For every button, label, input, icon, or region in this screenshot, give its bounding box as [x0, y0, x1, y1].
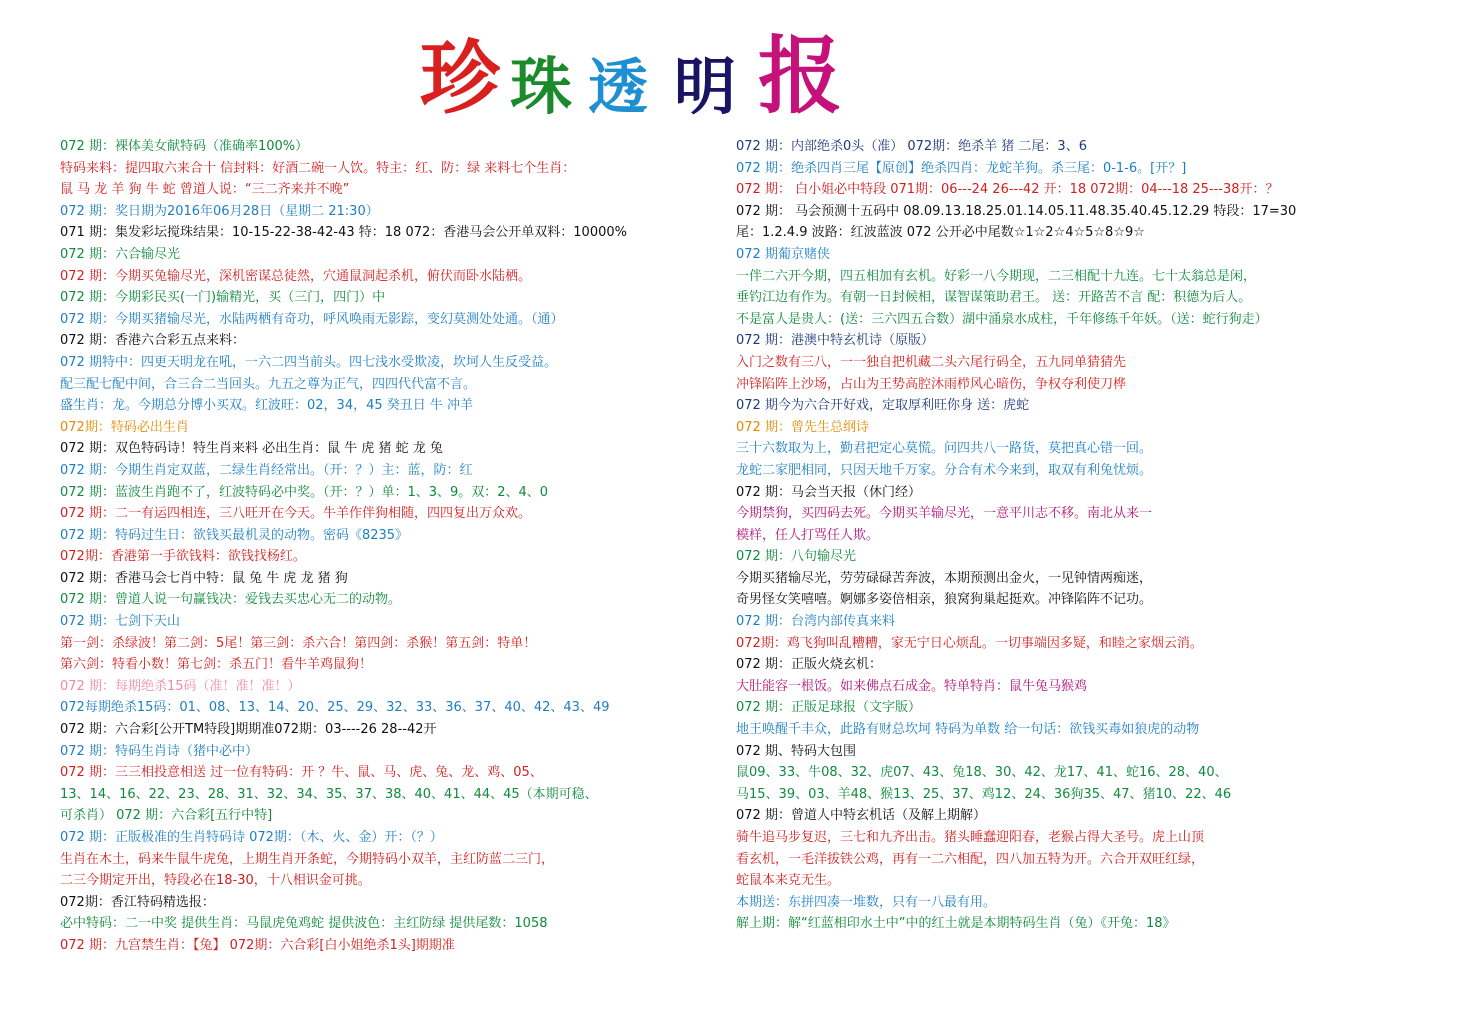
right-line: 072 期：台湾内部传真来料: [736, 614, 895, 630]
right-line: 今期买猪输尽光，劳劳碌碌苦奔波，本期预测出金火，一见钟情两痴迷，: [736, 570, 1153, 586]
left-line: 072 期特中：四更天明龙在吼，一六二四当前头。四七浅水受欺凌，坎坷人生反受益。: [60, 354, 557, 370]
right-line: 本期送：东拼四凑一堆数，只有一八最有用。: [736, 894, 997, 910]
right-line: 072 期：港澳中特玄机诗（原版）: [736, 333, 934, 349]
right-line: 龙蛇二家肥相同，只因天地千万家。分合有术今来到，取双有利兔忧烦。: [736, 462, 1153, 478]
left-line: 鼠 马 龙 羊 狗 牛 蛇 曾道人说：“三二齐来并不晚”: [60, 182, 350, 198]
right-line: 地王唤醒千丰众，此路有财总坎坷 特码为单数 给一句话：欲钱买毒如狼虎的动物: [736, 722, 1200, 738]
right-line: 看玄机，一毛洋拔铁公鸡，再有一二六相配，四八加五特为开。六合开双旺红绿，: [736, 851, 1205, 867]
right-line: 072期：鸡飞狗叫乱糟糟，家无宁日心烦乱。一切事端因多疑，和睦之家烟云消。: [736, 635, 1203, 651]
right-line: 垂钓江边有作为。有朝一日封候相，谋智谋策助君王。 送：开路苦不言 配：积德为后人。: [736, 290, 1252, 306]
left-line: 二三今期定开出，特段必在18-30，十八相识金可挑。: [60, 873, 371, 889]
right-line: 072 期：正版火烧玄机：: [736, 657, 882, 673]
left-line: 072 期：今期买猪输尽光，水陆两栖有奇功，呼风唤雨无影踪，变幻莫测处处通。（通）: [60, 311, 564, 327]
left-line: 072 期：今期生肖定双蓝，二绿生肖经常出。（开：？）主：蓝，防：红: [60, 462, 473, 478]
left-line: 072期：香江特码精选报：: [60, 894, 215, 910]
right-line: 072 期：马会当天报（休门经）: [736, 484, 921, 500]
left-line: 072每期绝杀15码：01、08、13、14、20、25、29、32、33、36、37、40、42、43、49: [60, 700, 610, 716]
left-line: 072 期：二一有运四相连，三八旺开在今天。牛羊作伴狗相随，四四复出万众欢。: [60, 506, 531, 522]
left-line: 配三配七配中间，合三合二当回头。九五之尊为正气，四四代代富不言。: [60, 376, 477, 392]
right-line: 072 期： 马会预测十五码中 08.09.13.18.25.01.14.05.11.48.35.40.45.12.29 特段：17=30: [736, 203, 1297, 219]
right-line: 072 期：绝杀四肖三尾【原创】绝杀四肖：龙蛇羊狗。杀三尾：0-1-6。[开？]: [736, 160, 1187, 176]
left-line: 071 期：集发彩坛搅珠结果：10-15-22-38-42-43 特：18 072：香港马会公开单双料：10000%: [60, 225, 627, 241]
left-line: 072 期：九宫禁生肖：【兔】 072期：六合彩[白小姐绝杀1头]期期准: [60, 937, 455, 953]
left-line: 072 期：特码过生日：欲钱买最机灵的动物。密码《8235》: [60, 527, 409, 543]
left-line: 072 期：特码生肖诗（猪中必中）: [60, 743, 258, 759]
left-line: 072 期：奖日期为2016年06月28日（星期二 21:30）: [60, 203, 379, 219]
left-line: 072期：特码必出生肖: [60, 419, 189, 435]
left-line: 072 期：双色特码诗！特生肖来料 必出生肖：鼠 牛 虎 猪 蛇 龙 兔: [60, 441, 443, 457]
right-line: 大肚能容一根饭。如来佛点石成金。特单特肖：鼠牛兔马猴鸡: [736, 678, 1088, 694]
title-char-3: 透: [588, 53, 649, 123]
left-line: 072 期：香港马会七肖中特：鼠 兔 牛 虎 龙 猪 狗: [60, 570, 348, 586]
left-line: 第六剑：特看小数！第七剑：杀五门！看牛羊鸡鼠狗！: [60, 657, 373, 673]
right-line: 模样，任人打骂任人欺。: [736, 527, 880, 543]
left-line: 必中特码：二一中奖 提供生肖：马鼠虎兔鸡蛇 提供波色：主红防绿 提供尾数：1058: [60, 916, 548, 932]
left-line: 特码来料：提四取六来合十 信封料：好酒二碗一人饮。特主：红、防：绿 来料七个生肖：: [60, 160, 576, 176]
right-line: 三十六数取为上，勤君把定心莫慌。问四共八一路货，莫把真心错一回。: [736, 441, 1153, 457]
right-line: 不是富人是贵人：(送：三六四五合数）湖中涌泉水成柱，千年修练千年妖。（送：蛇行狗走）: [736, 311, 1268, 327]
right-line: 解上期：解“红蓝相印水土中”中的红土就是本期特码生肖（兔）《开兔：18》: [736, 916, 1176, 932]
left-line: 072 期：今期彩民买(一门)输精光，买（三门，四门）中: [60, 290, 386, 306]
left-line: 生肖在木土，码来牛鼠牛虎兔，上期生肖开条蛇，今期特码小双羊，主红防蓝二三门，: [60, 851, 555, 867]
left-line: 072 期：六合彩[公开TM特段]期期准072期：03----26 28--42开: [60, 722, 437, 738]
right-line: 一伴二六开今期，四五相加有玄机。好彩一八今期现，二三相配十九连。七十太翁总是闲，: [736, 268, 1257, 284]
right-line: 072 期：曾先生总纲诗: [736, 419, 869, 435]
left-line: 072 期：裸体美女献特码（准确率100%）: [60, 139, 309, 154]
title-char-5: 报: [758, 26, 843, 125]
left-line: 072 期：香港六合彩五点来料：: [60, 333, 245, 349]
right-line: 冲锋陷阵上沙场，占山为王势高腔沐雨栉风心暗伤，争权夺利使刀桦: [736, 376, 1127, 392]
left-line: 盛生肖：龙。今期总分博小买双。红波旺：02，34，45 癸丑日 牛 冲羊: [60, 398, 474, 414]
left-line: 13、14、16、22、23、28、31、32、34、35、37、38、40、41、44、45（本期可稳、: [60, 786, 598, 802]
left-line: 072 期：三三相投意相送 过一位有特码：开 ？牛、鼠、马、虎、兔、龙、鸡、05、: [60, 765, 543, 781]
right-line: 072 期今为六合开好戏，定取厚利旺你身 送：虎蛇: [736, 398, 1030, 414]
left-column: [60, 136, 725, 957]
title-char-1: 珍: [420, 31, 500, 125]
left-line: 072 期：六合输尽光: [60, 246, 180, 262]
left-line: 可杀肖） 072 期：六合彩[五行中特]: [60, 808, 273, 824]
right-line: 072 期：八句输尽光: [736, 549, 856, 565]
title-char-4: 明: [674, 50, 737, 123]
right-line: 尾：1.2.4.9 波路：红波蓝波 072 公开必中尾数☆1☆2☆4☆5☆8☆9☆: [736, 225, 1145, 241]
right-line: 鼠09、33、牛08、32、虎07、43、兔18、30、42、龙17、41、蛇16、28、40、: [736, 765, 1228, 781]
right-column: [736, 136, 1416, 935]
left-line: 072 期：七剑下天山: [60, 614, 180, 630]
right-line: 072 期：内部绝杀0头（准） 072期：绝杀羊 猪 二尾：3、6: [736, 139, 1087, 154]
right-line: 072 期： 白小姐必中特段 071期：06---24 26---42 开：18 072期：04---18 25---38开：？: [736, 182, 1279, 198]
left-line: 072 期：正版极准的生肖特码诗 072期：（木、火、金）开：（？）: [60, 830, 443, 845]
right-line: 072 期、特码大包围: [736, 743, 856, 759]
title-char-2: 珠: [510, 50, 573, 123]
right-line: 入门之数有三八，一一独自把机藏二头六尾行码全，五九同单猜猜先: [736, 354, 1127, 370]
masthead-title: [420, 26, 920, 125]
right-line: 今期禁狗，买四码去死。今期买羊输尽光，一意平川志不移。南北从来一: [736, 506, 1153, 522]
right-line: 马15、39、03、羊48、猴13、25、37、鸡12、24、36狗35、47、猪10、22、46: [736, 786, 1232, 802]
right-line: 072 期：曾道人中特玄机话（及解上期解）: [736, 808, 986, 824]
left-line: 072 期：曾道人说一句赢钱决：爱钱去买忠心无二的动物。: [60, 592, 401, 608]
right-line: 蛇鼠本来克无生。: [736, 873, 841, 889]
left-line: 072 期：今期买兔输尽光，深机密谋总徒然，穴通鼠洞起杀机，俯伏而卧水陆栖。: [60, 268, 531, 284]
right-line: 072 期葡京赌侠: [736, 246, 830, 262]
left-line: 072 期：蓝波生肖跑不了，红波特码必中奖。（开：？）单：1、3、9。双：2、4、0: [60, 484, 549, 500]
right-line: 奇男怪女笑嘻嘻。婀娜多姿倍相亲，狼窝狗巢起挺欢。冲锋陷阵不记功。: [736, 592, 1153, 608]
right-line: 072 期：正版足球报（文字版）: [736, 700, 921, 716]
left-line: 072 期：每期绝杀15码（准！准！准！）: [60, 678, 301, 694]
left-line: 072期：香港第一手欲钱料：欲钱找杨红。: [60, 549, 306, 565]
right-line: 骑牛追马步复迟，三七和九齐出击。猪头睡蠢迎阳春，老猴占得大圣号。虎上山顶: [736, 830, 1205, 845]
left-line: 第一剑：杀绿波！第二剑：5尾！第三剑：杀六合！第四剑：杀猴！第五剑：特单！: [60, 635, 537, 651]
